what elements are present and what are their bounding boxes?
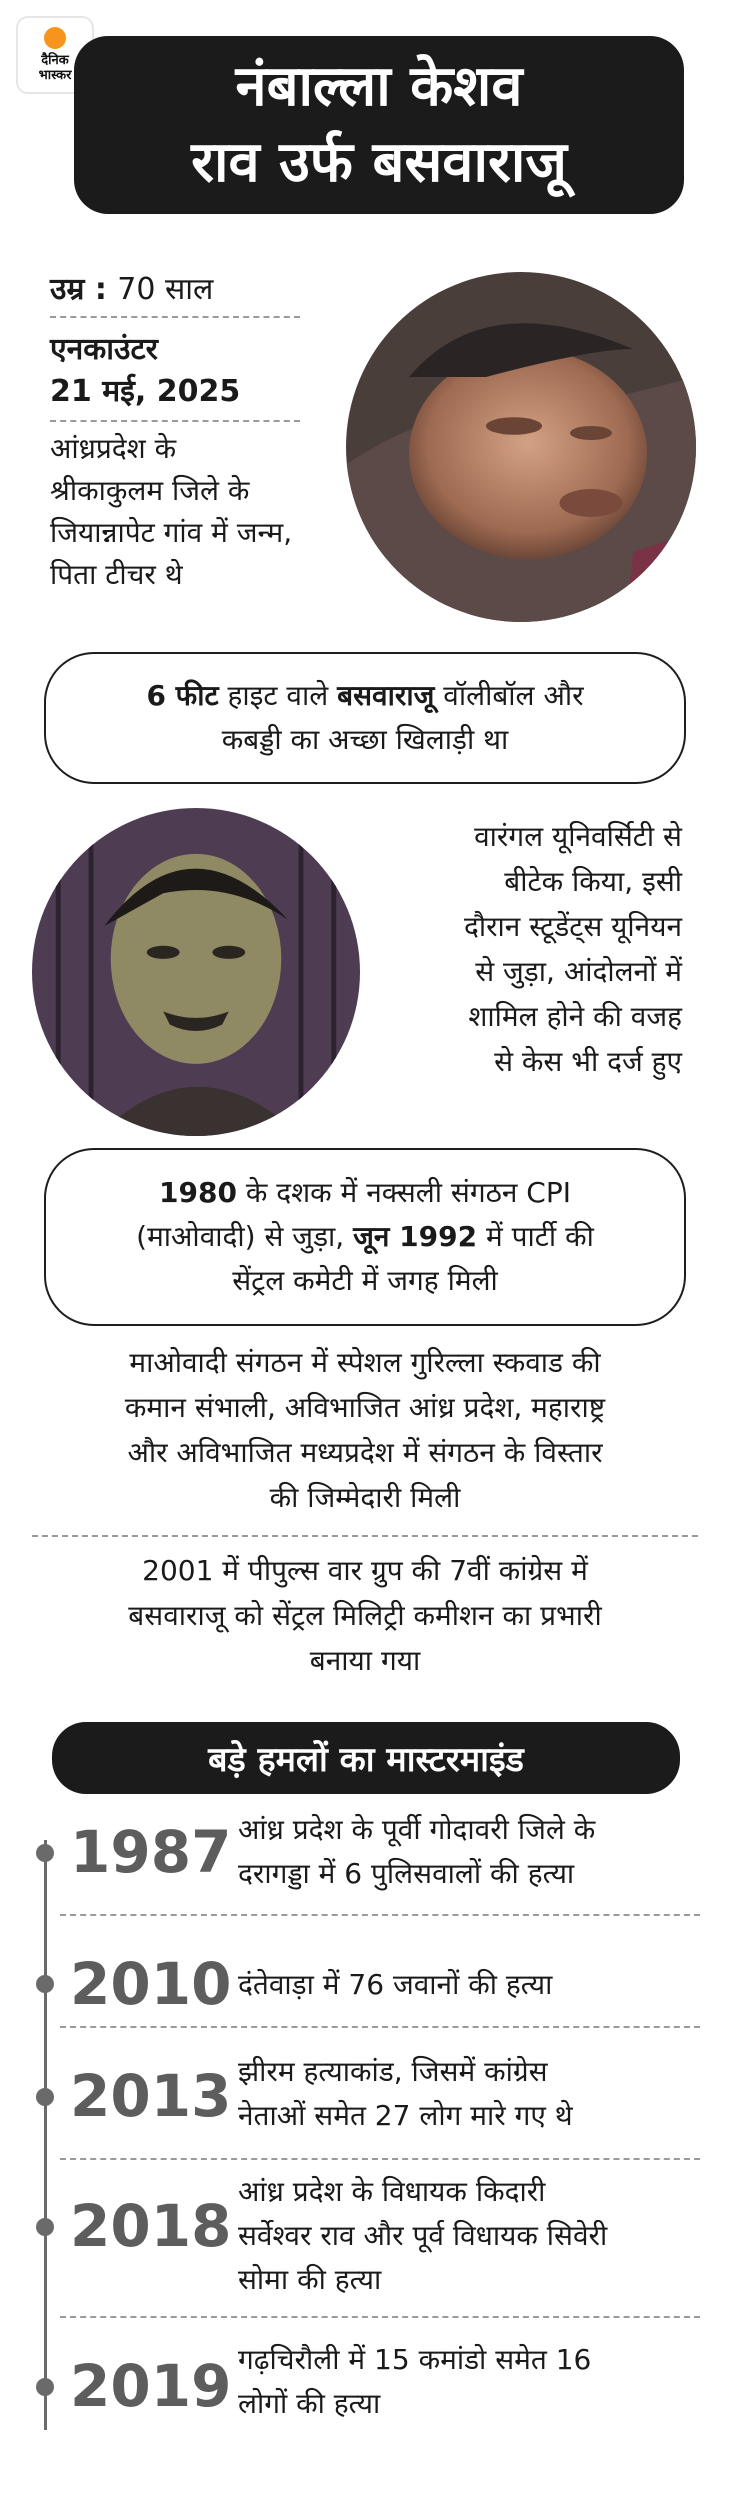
event-line: आंध्र प्रदेश के पूर्वी गोदावरी जिले के xyxy=(238,1813,596,1846)
divider xyxy=(60,2158,700,2160)
event-line: गढ़चिरौली में 15 कमांडो समेत 16 xyxy=(238,2343,592,2376)
divider xyxy=(50,420,300,422)
commission-line: 2001 में पीपुल्स वार ग्रुप की 7वीं कांग्रेस में xyxy=(142,1554,588,1587)
pill-text: हाइट वाले xyxy=(218,679,338,712)
commission-line: बसवाराजू को सेंट्रल मिलिट्री कमीशन का प्रभारी xyxy=(128,1599,602,1632)
encounter-label: एनकाउंटर xyxy=(50,332,158,367)
guerrilla-line: कमान संभाली, अविभाजित आंध्र प्रदेश, महाराष्ट्र xyxy=(124,1391,606,1424)
timeline-year: 2018 xyxy=(70,2192,232,2260)
divider xyxy=(60,2316,700,2318)
pill-text: के दशक में नक्सली संगठन CPI xyxy=(236,1176,571,1209)
timeline-event xyxy=(238,2050,708,2138)
logo-line-1: दैनिक xyxy=(41,53,69,68)
maoist-joining-pill xyxy=(44,1148,686,1326)
timeline-dot xyxy=(36,1975,54,1993)
pill-line: कबड्डी का अच्छा खिलाड़ी था xyxy=(221,723,509,756)
guerrilla-line: की जिम्मेदारी मिली xyxy=(269,1481,461,1514)
education-info xyxy=(372,814,682,1084)
title-line-2: राव उर्फ बसवाराजू xyxy=(191,130,567,195)
height-sports-pill xyxy=(44,652,686,784)
birth-line: जियान्नापेट गांव में जन्म, xyxy=(50,516,293,549)
timeline-year: 1987 xyxy=(70,1818,232,1886)
timeline-event xyxy=(238,1963,708,2007)
divider xyxy=(50,316,300,318)
title-line-1: नंबाल्ला केशव xyxy=(235,54,523,119)
guerrilla-line: माओवादी संगठन में स्पेशल गुरिल्ला स्कवाड की xyxy=(129,1346,601,1379)
timeline-year: 2019 xyxy=(70,2352,232,2420)
birth-line: पिता टीचर थे xyxy=(50,558,183,591)
timeline-event xyxy=(238,2338,708,2426)
event-line: दरागड्डा में 6 पुलिसवालों की हत्या xyxy=(238,1857,575,1890)
name-bold: बसवाराजू xyxy=(337,679,435,712)
education-line: से जुड़ा, आंदोलनों में xyxy=(475,955,682,988)
pill-line: सेंट्रल कमेटी में जगह मिली xyxy=(232,1264,498,1297)
event-line: आंध्र प्रदेश के विधायक किदारी xyxy=(238,2175,546,2208)
birth-line: श्रीकाकुलम जिले के xyxy=(50,474,250,507)
event-line: झीरम हत्याकांड, जिसमें कांग्रेस xyxy=(238,2055,548,2088)
education-line: दौरान स्टूडेंट्स यूनियन xyxy=(463,910,682,943)
education-line: बीटेक किया, इसी xyxy=(504,865,682,898)
logo-line-2: भास्कर xyxy=(38,68,72,83)
decade-bold: 1980 xyxy=(159,1176,237,1209)
timeline-dot xyxy=(36,2218,54,2236)
birth-line: आंध्रप्रदेश के xyxy=(50,432,177,465)
pill-text: वॉलीबॉल और xyxy=(434,679,584,712)
divider xyxy=(60,2026,700,2028)
sun-logo-icon xyxy=(44,27,66,49)
guerrilla-info xyxy=(30,1340,700,1520)
encounter-date: 21 मई, 2025 xyxy=(50,374,241,409)
event-line: सोमा की हत्या xyxy=(238,2263,382,2296)
timeline-line xyxy=(44,1840,47,2430)
event-line: नेताओं समेत 27 लोग मारे गए थे xyxy=(238,2099,573,2132)
pill-line xyxy=(46,1215,684,1259)
education-line: वारंगल यूनिवर्सिटी से xyxy=(474,820,682,853)
birth-info xyxy=(50,428,292,596)
commission-info xyxy=(30,1548,700,1683)
timeline-event xyxy=(238,1808,708,1896)
height-value: 6 फीट xyxy=(146,679,219,712)
education-line: से केस भी दर्ज हुए xyxy=(494,1045,682,1078)
basavaraju-recent-photo xyxy=(346,272,696,622)
attacks-heading: बड़े हमलों का मास्टरमाइंड xyxy=(52,1722,680,1794)
basavaraju-young-photo xyxy=(32,808,360,1136)
age-value: 70 साल xyxy=(117,272,214,307)
event-line: दंतेवाड़ा में 76 जवानों की हत्या xyxy=(238,1968,553,2001)
pill-text: में पार्टी की xyxy=(477,1220,594,1253)
divider xyxy=(32,1535,698,1537)
event-line: सर्वेश्वर राव और पूर्व विधायक सिवेरी xyxy=(238,2219,608,2252)
age-label: उम्र : xyxy=(50,272,118,307)
title-banner xyxy=(74,36,684,214)
pill-text: (माओवादी) से जुड़ा, xyxy=(136,1220,354,1253)
timeline-year: 2013 xyxy=(70,2062,232,2130)
timeline-year: 2010 xyxy=(70,1950,232,2018)
education-line: शामिल होने की वजह xyxy=(468,1000,682,1033)
guerrilla-line: और अविभाजित मध्यप्रदेश में संगठन के विस्तार xyxy=(127,1436,603,1469)
timeline-event xyxy=(238,2170,708,2302)
timeline-dot xyxy=(36,2378,54,2396)
commission-line: बनाया गया xyxy=(309,1644,421,1677)
timeline-dot xyxy=(36,1844,54,1862)
date-bold: जून 1992 xyxy=(353,1220,478,1253)
divider xyxy=(60,1914,700,1916)
age-row xyxy=(50,268,213,311)
pill-line xyxy=(46,674,684,718)
pill-line xyxy=(46,1171,684,1215)
timeline-dot xyxy=(36,2088,54,2106)
event-line: लोगों की हत्या xyxy=(238,2387,381,2420)
